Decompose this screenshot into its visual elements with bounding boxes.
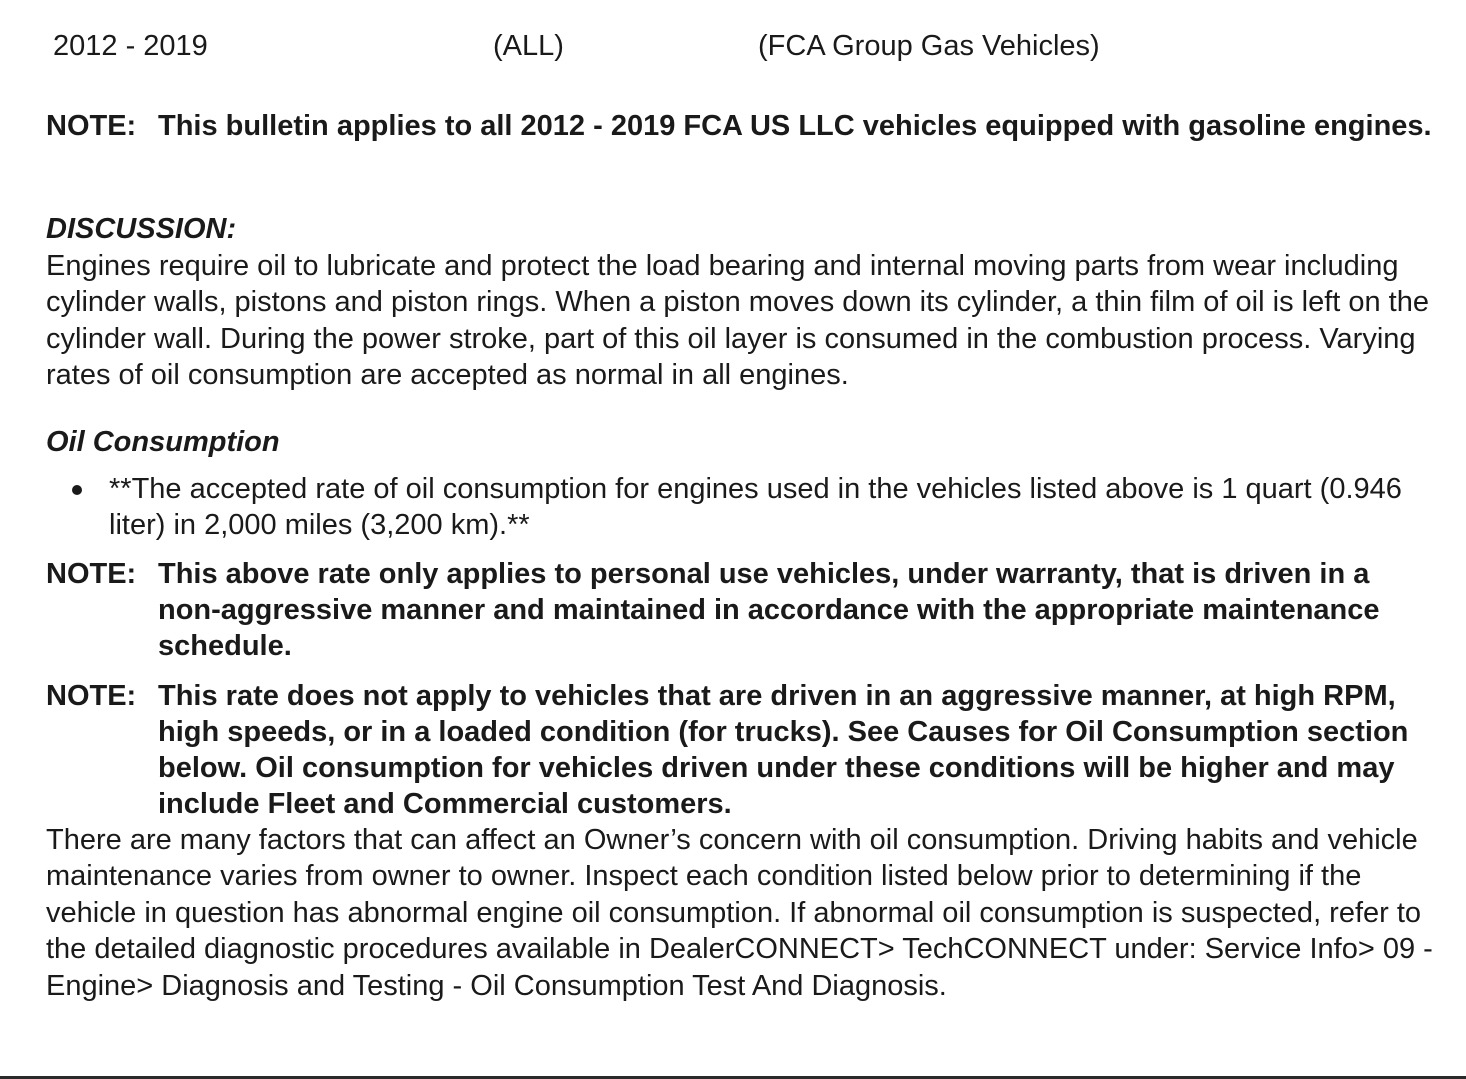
model-scope: (ALL) bbox=[493, 30, 564, 62]
list-item bbox=[46, 471, 1441, 543]
note-text: This above rate only applies to personal use vehicles, under warranty, that is driven in a non-aggressive manner and maintained in accordance with the appropriate maintenance schedule. bbox=[158, 558, 1380, 662]
discussion-paragraph: Engines require oil to lubricate and protect the load bearing and internal moving parts from wear including cylinder walls, pistons and piston rings. When a piston moves down its cylinder, a thin film of oil is left on the cylinder wall. During the power stroke, part of this oil layer is consumed in the combustion process. Varying rates of oil consumption are accepted as normal in all engines. bbox=[46, 250, 1429, 392]
oil-consumption-heading: Oil Consumption bbox=[46, 426, 280, 458]
bullet-icon bbox=[72, 485, 82, 495]
note-applies bbox=[46, 108, 1436, 144]
note-rate bbox=[46, 556, 1436, 664]
note-label: NOTE: bbox=[46, 680, 137, 712]
bulletin-header bbox=[0, 28, 1466, 64]
note-label: NOTE: bbox=[46, 558, 137, 590]
note-text: This bulletin applies to all 2012 - 2019 FCA US LLC vehicles equipped with gasoline engines. bbox=[158, 110, 1432, 142]
note-label: NOTE: bbox=[46, 110, 137, 142]
vehicle-group: (FCA Group Gas Vehicles) bbox=[758, 30, 1100, 62]
discussion-heading: DISCUSSION: bbox=[46, 213, 237, 245]
note-aggressive bbox=[46, 678, 1436, 822]
accepted-rate-text: **The accepted rate of oil consumption for engines used in the vehicles listed above is 1 quart (0.946 liter) in 2,000 miles (3,200 km).** bbox=[109, 473, 1402, 541]
model-years: 2012 - 2019 bbox=[53, 30, 208, 62]
note-text: This rate does not apply to vehicles that are driven in an aggressive manner, at high RPM, high speeds, or in a loaded condition (for trucks). See Causes for Oil Consumption section below. Oil consumption for vehicles driven under these conditions will be higher and may include Fleet and Commercial customers. bbox=[158, 680, 1409, 820]
factors-paragraph: There are many factors that can affect an Owner’s concern with oil consumption. Driving habits and vehicle maintenance varies from owner to owner. Inspect each condition listed below prior to determining if the vehicle in question has abnormal engine oil consumption. If abnormal oil consumption is suspected, refer to the detailed diagnostic procedures available in DealerCONNECT> TechCONNECT under: Service Info> 09 - Engine> Diagnosis and Testing - Oil Consumption Test And Diagnosis. bbox=[46, 824, 1433, 1002]
